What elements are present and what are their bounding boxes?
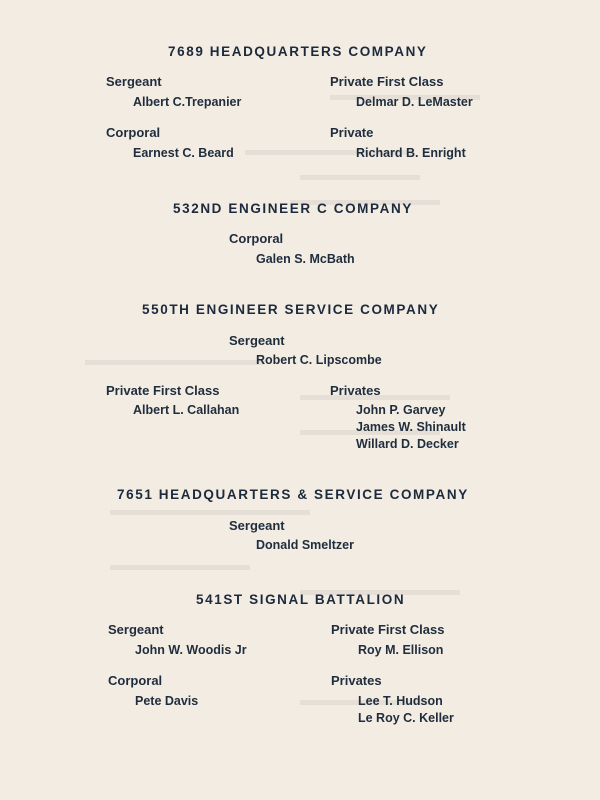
rank-label: Corporal [108,673,163,688]
member-name: Albert L. Callahan [133,403,240,417]
member-name: Roy M. Ellison [358,643,444,657]
rank-label: Privates [330,383,381,398]
rank-label: Sergeant [108,622,164,637]
section-title: 532ND ENGINEER C COMPANY [173,201,413,216]
member-name: Le Roy C. Keller [358,711,454,725]
section-title: 541ST SIGNAL BATTALION [196,592,406,607]
member-name: Robert C. Lipscombe [256,353,382,367]
section-title: 7689 HEADQUARTERS COMPANY [168,44,428,59]
member-name: Delmar D. LeMaster [356,95,473,109]
rank-label: Private [330,125,374,140]
rank-label: Corporal [106,125,161,140]
member-name: John P. Garvey [356,403,446,417]
member-name: John W. Woodis Jr [135,643,247,657]
rank-label: Sergeant [106,74,162,89]
rank-label: Sergeant [229,333,285,348]
section-title: 550TH ENGINEER SERVICE COMPANY [142,302,440,317]
rank-label: Privates [331,673,382,688]
rank-label: Sergeant [229,518,285,533]
member-name: Earnest C. Beard [133,146,234,160]
rank-label: Private First Class [330,74,444,89]
member-name: Galen S. McBath [256,252,355,266]
rank-label: Private First Class [331,622,445,637]
rank-label: Corporal [229,231,284,246]
member-name: Richard B. Enright [356,146,466,160]
section-title: 7651 HEADQUARTERS & SERVICE COMPANY [117,487,469,502]
member-name: Albert C.Trepanier [133,95,242,109]
rank-label: Private First Class [106,383,220,398]
member-name: Pete Davis [135,694,199,708]
member-name: Lee T. Hudson [358,694,443,708]
member-name: James W. Shinault [356,420,466,434]
member-name: Willard D. Decker [356,437,459,451]
member-name: Donald Smeltzer [256,538,354,552]
